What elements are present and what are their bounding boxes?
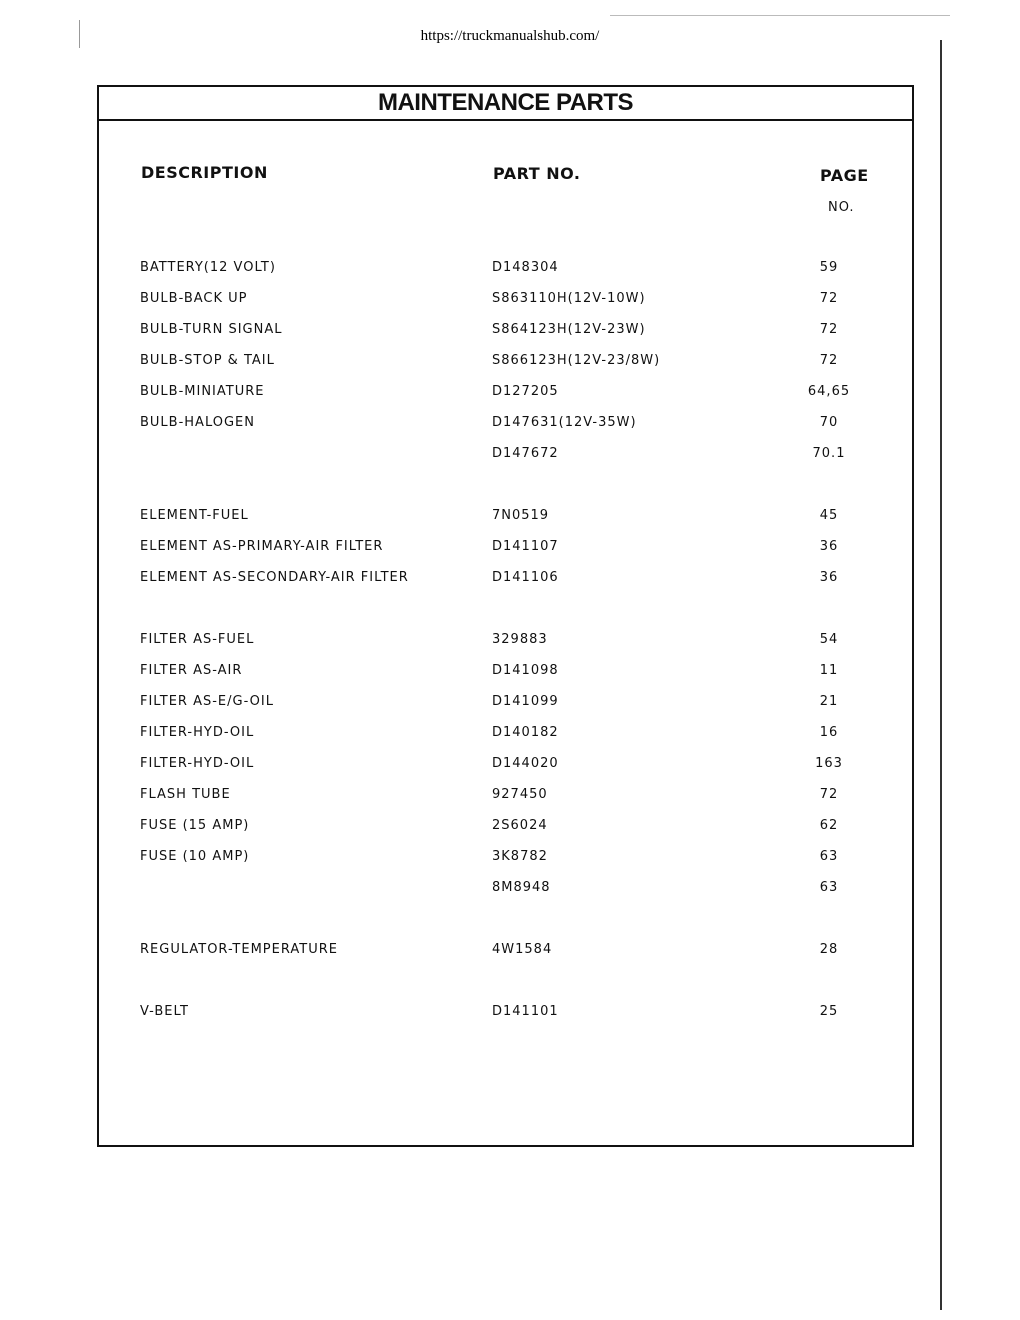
table-row (99, 353, 912, 373)
table-row (99, 291, 912, 311)
table-row (99, 818, 912, 838)
table-row (99, 570, 912, 590)
source-url: https://truckmanualshub.com/ (420, 28, 600, 44)
scan-artifact-left (79, 20, 80, 48)
table-row (99, 1004, 912, 1024)
row-part-number: 4W1584 (492, 942, 553, 957)
row-page-number: 163 (815, 756, 843, 771)
row-page-number: 36 (819, 539, 839, 554)
row-page-number: 63 (819, 849, 839, 864)
row-page-number: 59 (819, 260, 839, 275)
row-part-number: S863110H(12V-10W) (492, 291, 646, 306)
scan-artifact-top (610, 15, 950, 16)
row-description: V-BELT (140, 1004, 189, 1019)
row-description: FILTER-HYD-OIL (140, 756, 255, 771)
row-page-number: 21 (819, 694, 839, 709)
table-row (99, 446, 912, 466)
row-page-number: 54 (819, 632, 839, 647)
table-row (99, 384, 912, 404)
row-page-number: 45 (819, 508, 839, 523)
row-page-number: 72 (819, 291, 839, 306)
row-page-number: 72 (819, 322, 839, 337)
table-row (99, 694, 912, 714)
row-description: FILTER AS-FUEL (140, 632, 255, 647)
title-bar (99, 87, 912, 121)
row-description: BULB-STOP & TAIL (140, 353, 275, 368)
row-page-number: 36 (819, 570, 839, 585)
row-description: BULB-BACK UP (140, 291, 248, 306)
row-part-number: S864123H(12V-23W) (492, 322, 646, 337)
row-page-number: 72 (819, 353, 839, 368)
row-page-number: 28 (819, 942, 839, 957)
row-page-number: 70 (819, 415, 839, 430)
row-page-number: 11 (819, 663, 839, 678)
maintenance-parts-table (97, 85, 914, 1147)
row-page-number: 70.1 (812, 446, 846, 461)
table-row (99, 539, 912, 559)
row-page-number: 72 (819, 787, 839, 802)
column-header-description: DESCRIPTION (141, 163, 268, 182)
row-part-number: D147672 (492, 446, 559, 461)
column-header-page: PAGE (820, 166, 869, 185)
table-row (99, 663, 912, 683)
row-part-number: D148304 (492, 260, 559, 275)
table-row (99, 415, 912, 435)
row-description: ELEMENT AS-SECONDARY-AIR FILTER (140, 570, 409, 585)
row-page-number: 64,65 (807, 384, 851, 399)
row-part-number: D141098 (492, 663, 559, 678)
row-description: FUSE (10 AMP) (140, 849, 250, 864)
row-part-number: D140182 (492, 725, 559, 740)
row-part-number: D141106 (492, 570, 559, 585)
scan-artifact-right (940, 40, 942, 1310)
row-description: BULB-MINIATURE (140, 384, 265, 399)
table-row (99, 880, 912, 900)
row-part-number: D141101 (492, 1004, 559, 1019)
column-header-page-no: NO. (828, 200, 855, 215)
row-part-number: D141099 (492, 694, 559, 709)
page-title: MAINTENANCE PARTS (377, 89, 634, 116)
row-part-number: 3K8782 (492, 849, 548, 864)
row-description: BULB-HALOGEN (140, 415, 255, 430)
table-row (99, 725, 912, 745)
row-description: ELEMENT-FUEL (140, 508, 249, 523)
table-row (99, 322, 912, 342)
row-part-number: 927450 (492, 787, 548, 802)
row-part-number: D147631(12V-35W) (492, 415, 637, 430)
row-part-number: 2S6024 (492, 818, 548, 833)
row-page-number: 63 (819, 880, 839, 895)
row-description: FILTER-HYD-OIL (140, 725, 255, 740)
row-description: ELEMENT AS-PRIMARY-AIR FILTER (140, 539, 384, 554)
column-header-part-no: PART NO. (493, 164, 581, 183)
row-part-number: 7N0519 (492, 508, 550, 523)
table-row (99, 787, 912, 807)
row-description: REGULATOR-TEMPERATURE (140, 942, 338, 957)
table-row (99, 632, 912, 652)
row-part-number: 8M8948 (492, 880, 551, 895)
row-description: FILTER AS-AIR (140, 663, 243, 678)
row-description: BATTERY(12 VOLT) (140, 260, 276, 275)
row-page-number: 62 (819, 818, 839, 833)
table-row (99, 260, 912, 280)
row-description: FILTER AS-E/G-OIL (140, 694, 274, 709)
table-row (99, 942, 912, 962)
table-row (99, 508, 912, 528)
table-row (99, 756, 912, 776)
row-description: FUSE (15 AMP) (140, 818, 250, 833)
row-description: BULB-TURN SIGNAL (140, 322, 283, 337)
row-description: FLASH TUBE (140, 787, 231, 802)
row-part-number: D127205 (492, 384, 559, 399)
row-part-number: D144020 (492, 756, 559, 771)
row-part-number: D141107 (492, 539, 559, 554)
row-part-number: 329883 (492, 632, 548, 647)
row-page-number: 16 (819, 725, 839, 740)
row-part-number: S866123H(12V-23/8W) (492, 353, 661, 368)
table-row (99, 849, 912, 869)
row-page-number: 25 (819, 1004, 839, 1019)
